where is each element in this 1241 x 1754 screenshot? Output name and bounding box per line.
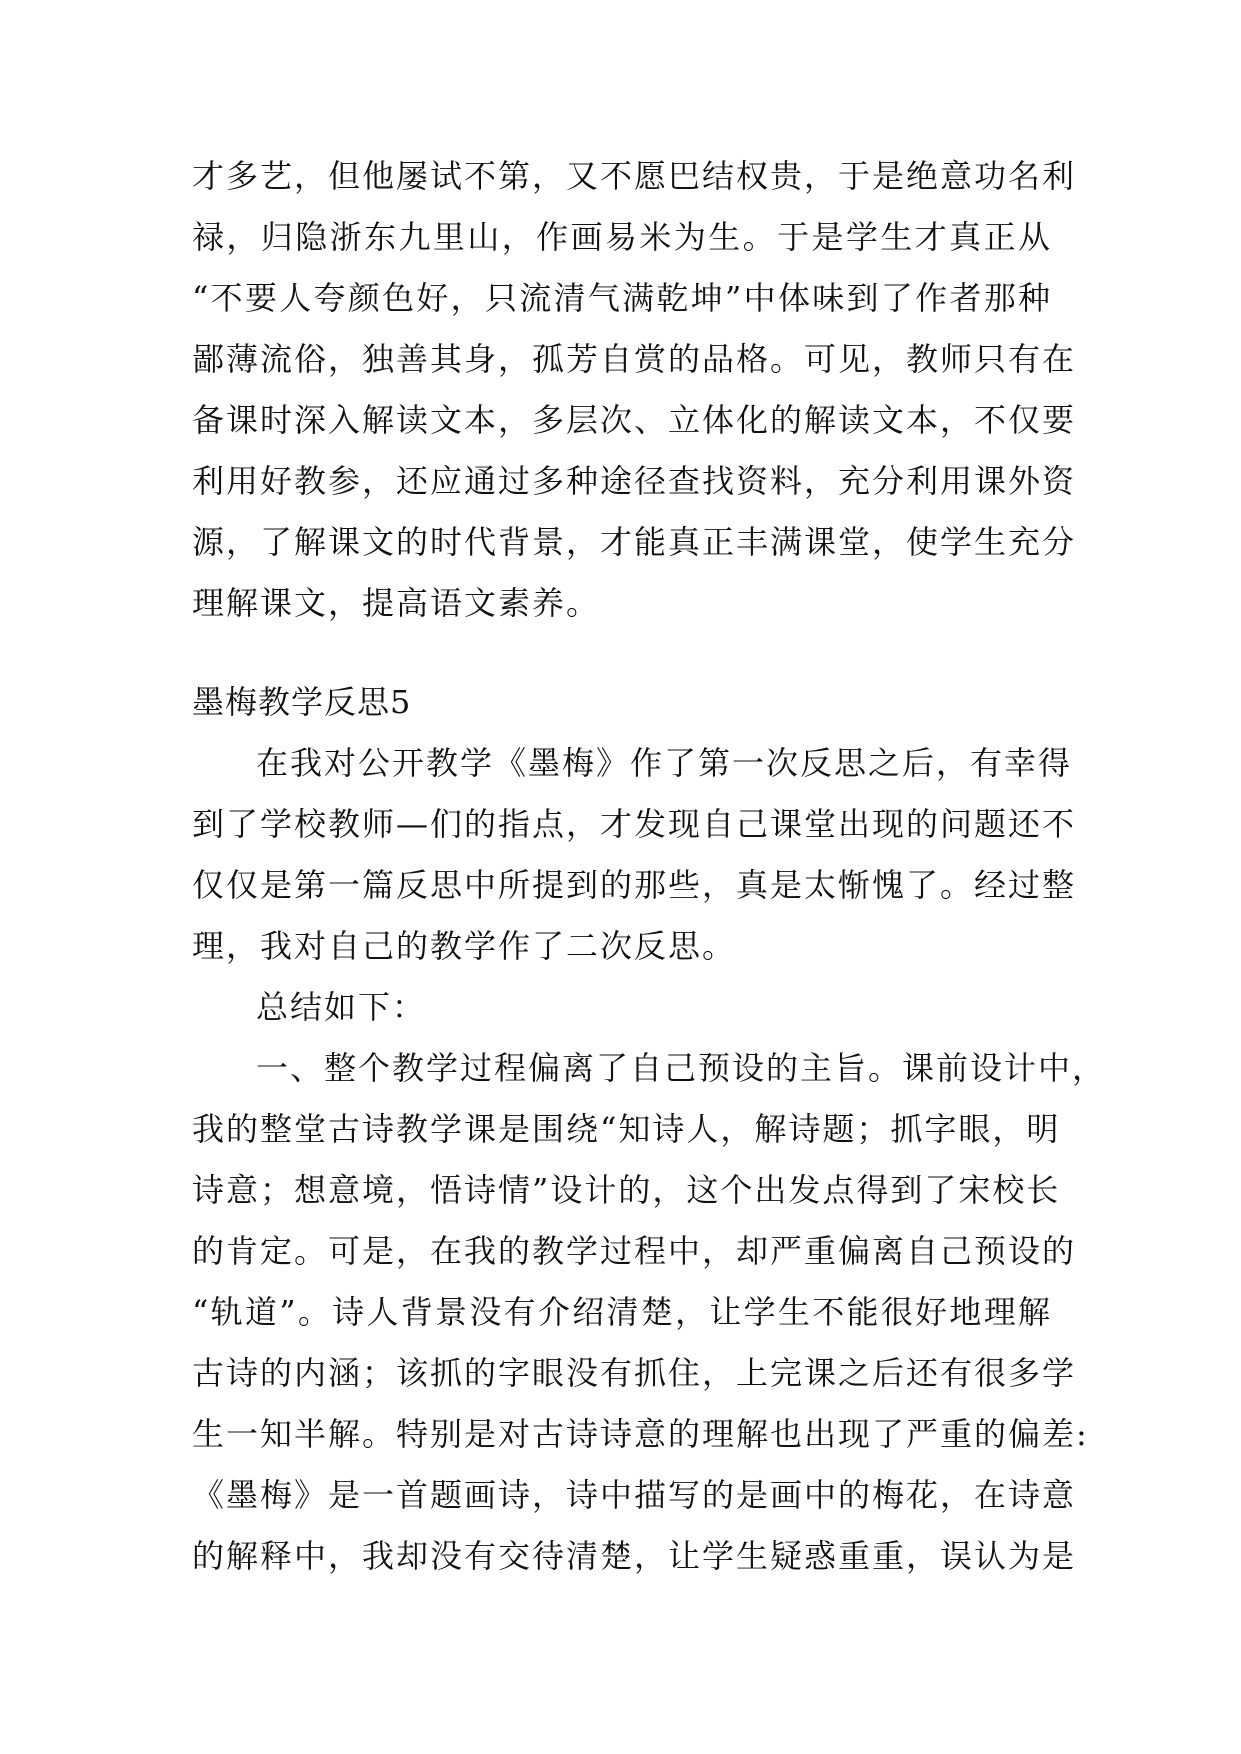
text-line: 理，我对自己的教学作了二次反思。	[192, 927, 737, 965]
paragraph-1	[192, 733, 1077, 977]
paragraph-continued	[192, 146, 1077, 634]
text-line: 源，了解课文的时代背景，才能真正丰满课堂，使学生充分	[192, 523, 1077, 561]
paragraph-2	[192, 977, 1052, 1038]
text-line: 禄，归隐浙东九里山，作画易米为生。于是学生才真正从	[192, 218, 1052, 256]
text-line: 的解释中，我却没有交待清楚，让学生疑惑重重，误认为是	[192, 1537, 1077, 1575]
text-line: 一、整个教学过程偏离了自己预设的主旨。课前设计中，	[256, 1049, 1107, 1087]
text-line: 总结如下：	[256, 988, 427, 1026]
text-line: 利用好教参，还应通过多种途径查找资料，充分利用课外资	[192, 462, 1077, 500]
text-line: 的肯定。可是，在我的教学过程中，却严重偏离自己预设的	[192, 1232, 1077, 1270]
text-line: 古诗的内涵；该抓的字眼没有抓住，上完课之后还有很多学	[192, 1354, 1077, 1392]
text-line: 备课时深入解读文本，多层次、立体化的解读文本，不仅要	[192, 401, 1077, 439]
text-line: 诗意；想意境，悟诗情”设计的，这个出发点得到了宋校长	[192, 1171, 1061, 1209]
text-line: 生一知半解。特别是对古诗诗意的理解也出现了严重的偏差:	[192, 1415, 1089, 1453]
paragraph-3	[192, 1038, 1107, 1587]
text-line: 理解课文，提高语文素养。	[192, 584, 601, 622]
text-line: 到了学校教师—们的指点，才发现自己课堂出现的问题还不	[192, 805, 1077, 843]
text-line: 仅仅是第一篇反思中所提到的那些，真是太惭愧了。经过整	[192, 866, 1077, 904]
text-line: “不要人夸颜色好，只流清气满乾坤”中体味到了作者那种	[192, 279, 1052, 317]
section-heading: 墨梅教学反思5	[192, 683, 412, 721]
text-line: 《墨梅》是一首题画诗，诗中描写的是画中的梅花，在诗意	[192, 1476, 1077, 1514]
text-line: 我的整堂古诗教学课是围绕“知诗人，解诗题；抓字眼，明	[192, 1110, 1061, 1148]
text-line: 才多艺，但他屡试不第，又不愿巴结权贵，于是绝意功名利	[192, 157, 1077, 195]
text-line: “轨道”。诗人背景没有介绍清楚，让学生不能很好地理解	[192, 1293, 1052, 1331]
text-line: 在我对公开教学《墨梅》作了第一次反思之后，有幸得	[256, 744, 1073, 782]
text-line: 鄙薄流俗，独善其身，孤芳自赏的品格。可见，教师只有在	[192, 340, 1077, 378]
